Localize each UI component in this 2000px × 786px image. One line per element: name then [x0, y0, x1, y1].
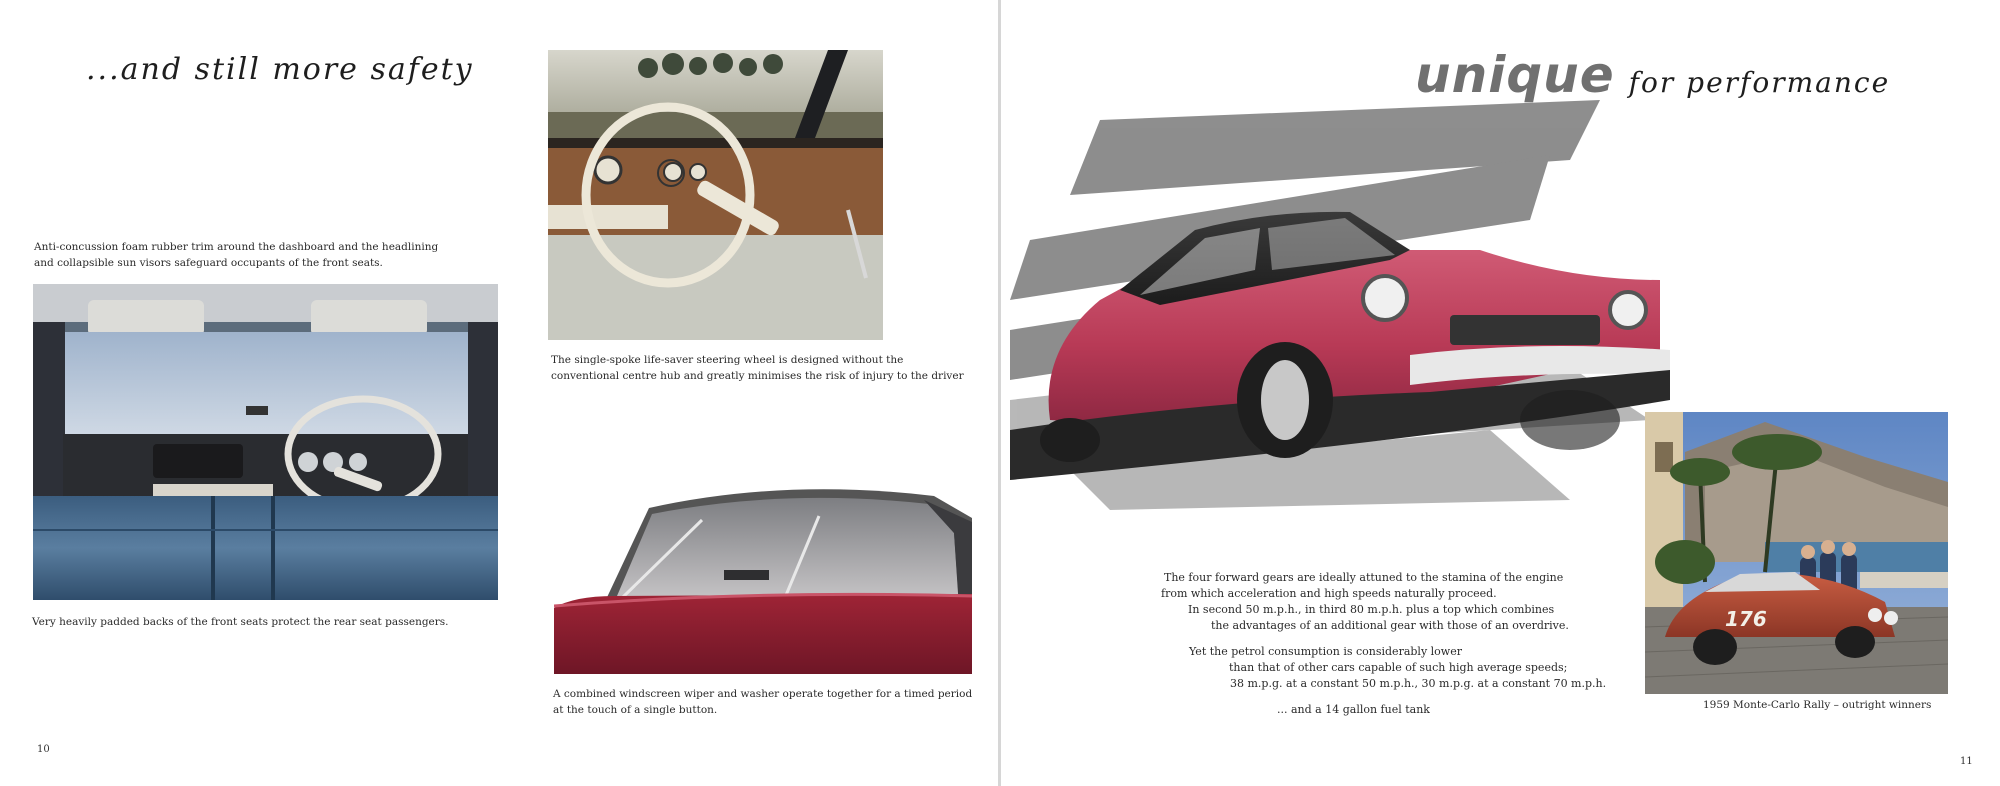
- performance-line-8: ... and a 14 gallon fuel tank: [1277, 703, 1430, 716]
- steering-caption: [551, 352, 964, 384]
- heading-unique: unique: [1415, 46, 1615, 104]
- rally-car-number: 176: [1725, 607, 1767, 631]
- performance-line-5: Yet the petrol consumption is considerably lower: [1189, 645, 1462, 658]
- trim-caption-line-1: Anti-concussion foam rubber trim around the dashboard and the headlining: [34, 241, 439, 253]
- performance-line-4: the advantages of an additional gear with those of an overdrive.: [1211, 619, 1569, 632]
- page-number-right: 11: [1960, 756, 1973, 767]
- windscreen-wiper-photo: [554, 478, 972, 674]
- page-heading-safety: ...and still more safety: [86, 52, 474, 87]
- page-number-left: 10: [37, 744, 50, 755]
- rally-caption: 1959 Monte-Carlo Rally – outright winners: [1703, 699, 1932, 711]
- ds-car-illustration: [1010, 100, 1670, 540]
- performance-line-1: The four forward gears are ideally attuned to the stamina of the engine: [1164, 571, 1564, 584]
- wiper-caption-line-2: at the touch of a single button.: [553, 704, 718, 716]
- heading-for-performance: for performance: [1628, 66, 1891, 99]
- monte-carlo-rally-photo: [1645, 412, 1948, 694]
- performance-line-2: from which acceleration and high speeds naturally proceed.: [1161, 587, 1497, 600]
- steering-wheel-photo: [548, 50, 883, 340]
- seats-caption: Very heavily padded backs of the front seats protect the rear seat passengers.: [32, 616, 449, 628]
- wiper-caption-line-1: A combined windscreen wiper and washer operate together for a timed period: [553, 688, 973, 700]
- performance-line-3: In second 50 m.p.h., in third 80 m.p.h. plus a top which combines: [1188, 603, 1555, 616]
- steering-caption-line-2: conventional centre hub and greatly minimises the risk of injury to the driver: [551, 370, 964, 382]
- trim-caption: [34, 239, 438, 271]
- performance-line-7: 38 m.p.g. at a constant 50 m.p.h., 30 m.p.g. at a constant 70 m.p.h.: [1230, 677, 1607, 690]
- page-heading-performance: [1415, 46, 1890, 104]
- performance-line-6: than that of other cars capable of such high average speeds;: [1229, 661, 1568, 674]
- performance-text: [1161, 570, 1607, 718]
- wiper-caption: [553, 686, 972, 718]
- trim-caption-line-2: and collapsible sun visors safeguard occupants of the front seats.: [34, 257, 383, 269]
- interior-dashboard-photo: [33, 284, 498, 600]
- left-page: [0, 0, 998, 786]
- steering-caption-line-1: The single-spoke life-saver steering wheel is designed without the: [551, 354, 904, 366]
